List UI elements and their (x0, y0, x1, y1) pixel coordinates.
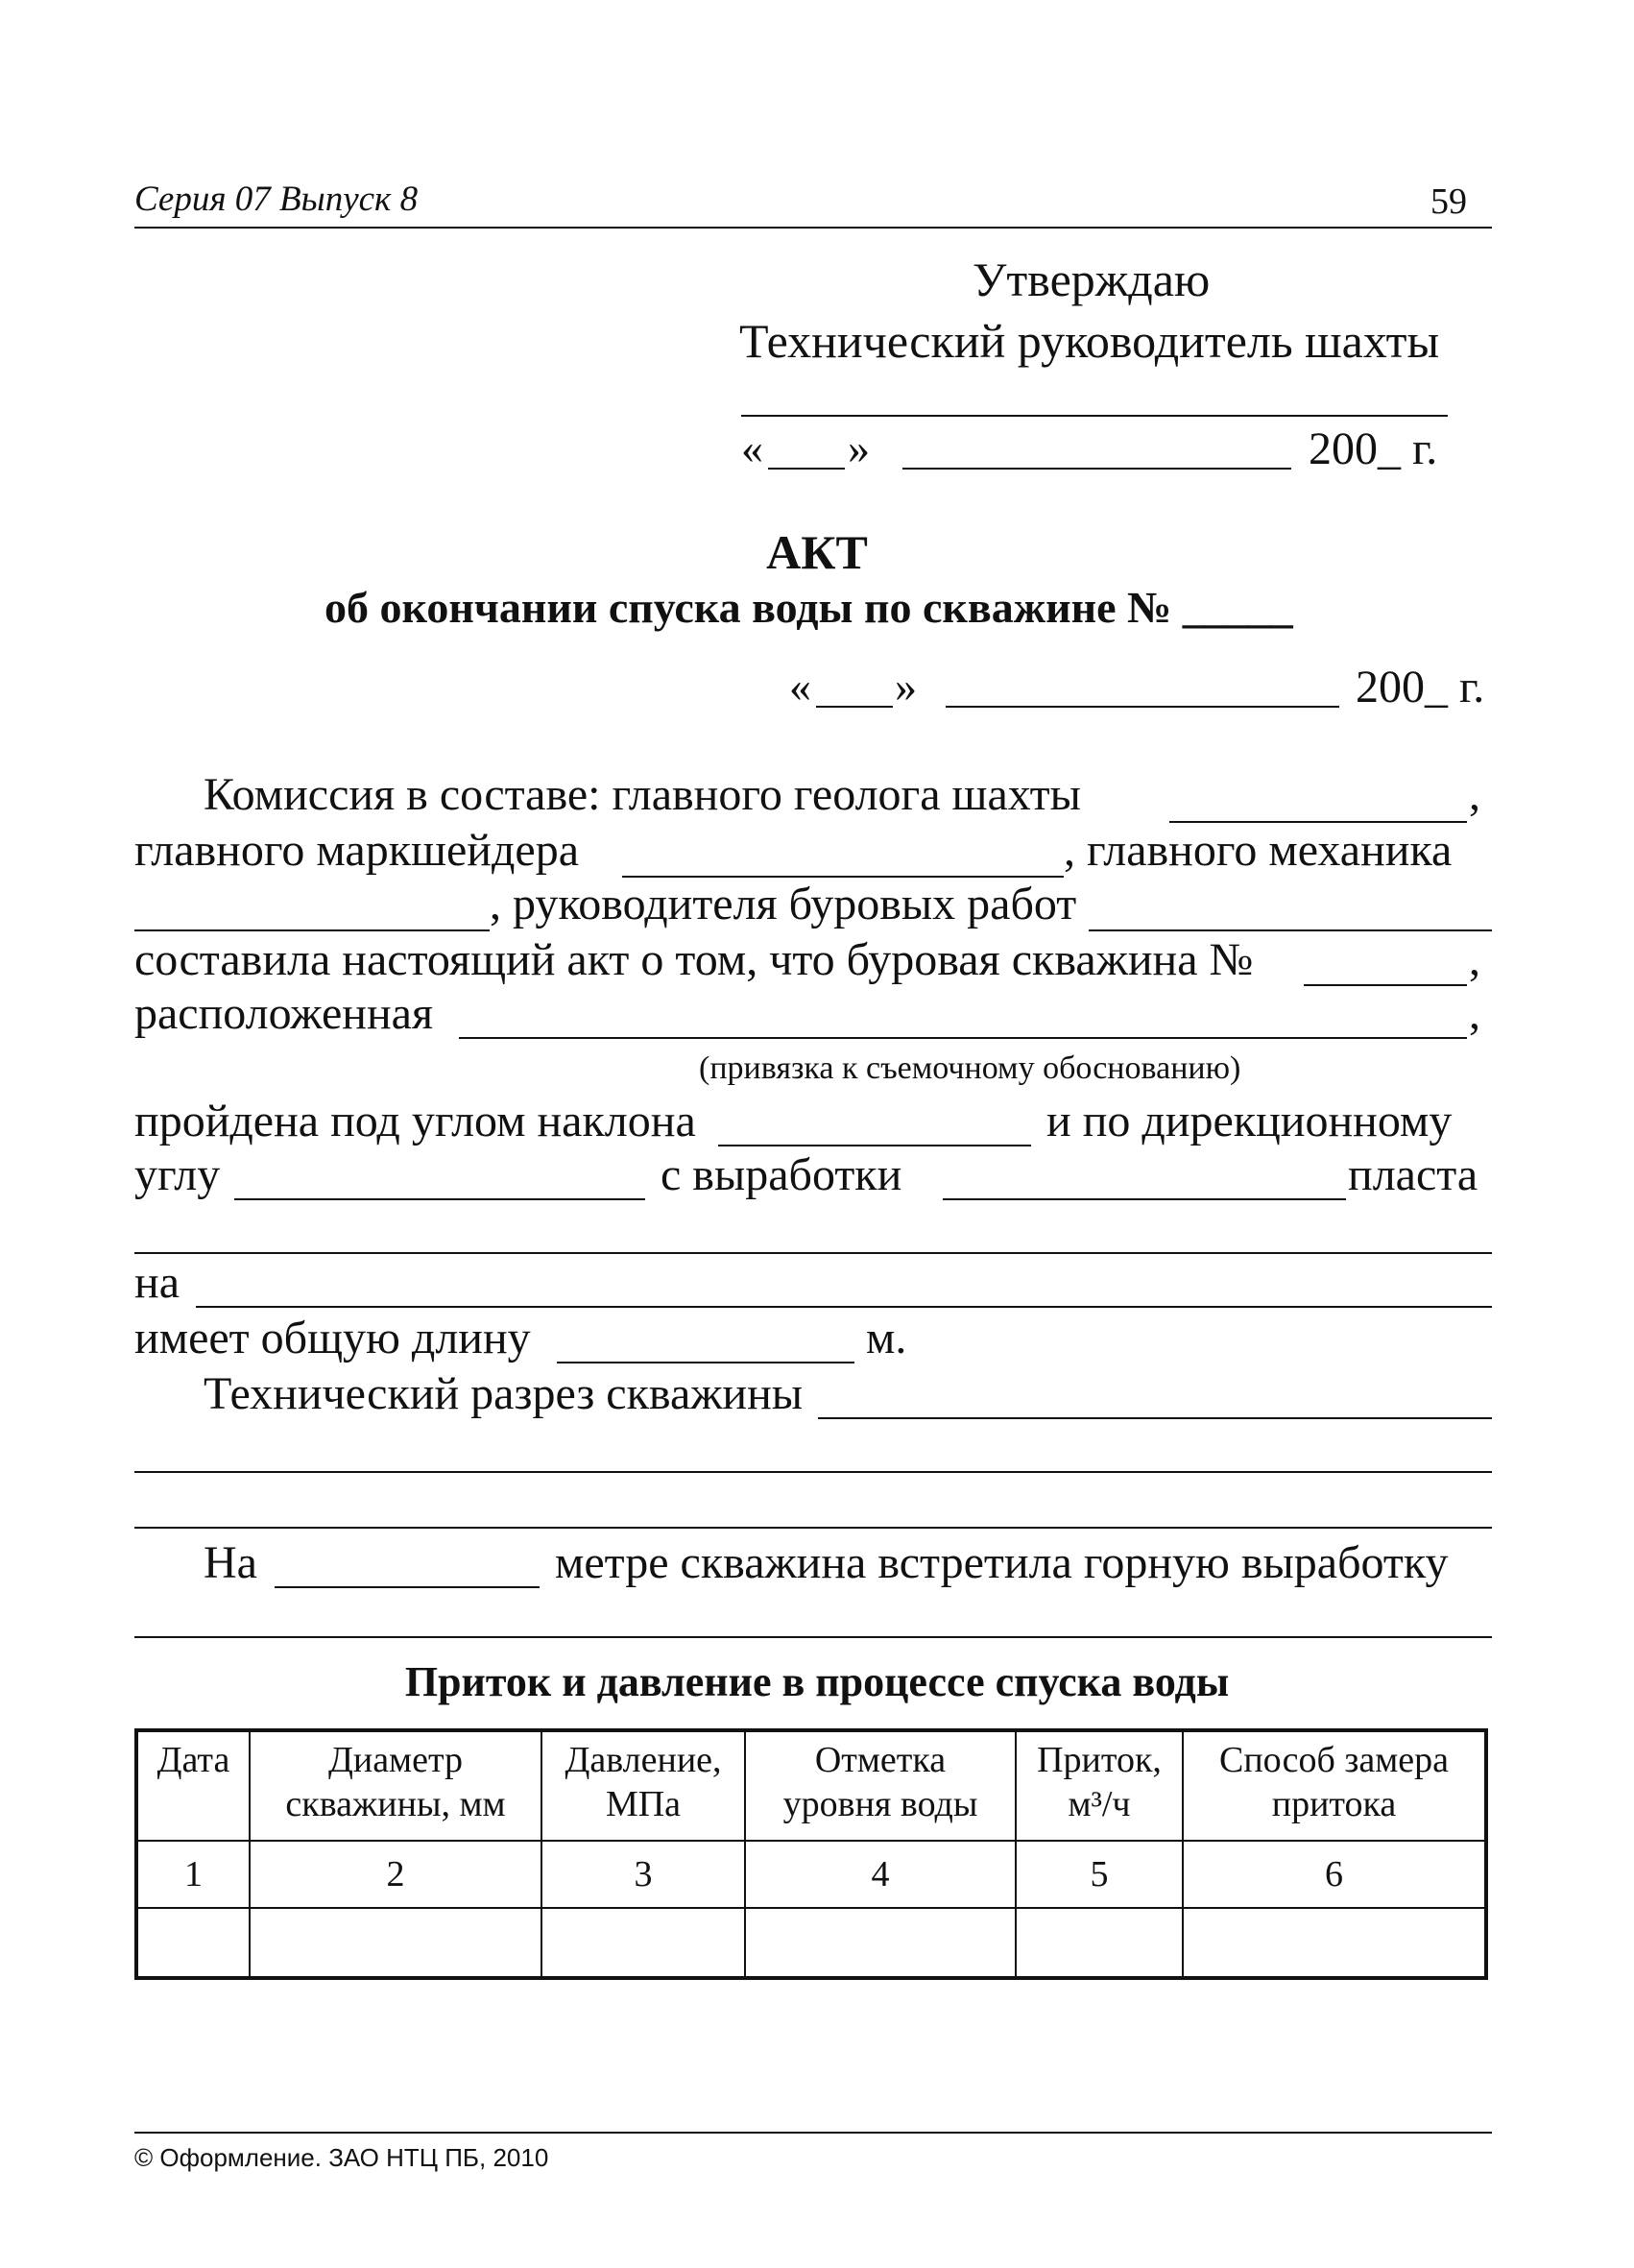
section-blank (818, 1417, 1492, 1419)
location-blank (459, 1037, 1467, 1039)
approval-day-blank (768, 468, 845, 470)
approval-month-blank (902, 468, 1291, 470)
table-title: Приток и давление в процессе спуска воды (404, 1658, 1230, 1705)
comma: , (1469, 769, 1480, 820)
act-title: АКТ (766, 525, 868, 579)
approval-position: Технический руководитель шахты (739, 314, 1440, 368)
section-blank-3 (134, 1527, 1492, 1529)
act-subtitle: об окончании спуска воды по скважине № _____ (324, 583, 1293, 632)
surveyor-label: главного маркшейдера (134, 825, 580, 876)
col-header-method: Способ замера притока (1183, 1730, 1486, 1841)
location-label: расположенная (134, 988, 434, 1039)
approval-quote-open: « (741, 423, 763, 472)
drilling-head-blank (1089, 929, 1492, 931)
act-statement: составила настоящий акт о том, что буровая скважина № (134, 934, 1254, 985)
header-rule (134, 227, 1492, 229)
meters-unit: м. (866, 1313, 907, 1363)
met-working-blank (134, 1636, 1492, 1638)
met-working-label: метре скважина встретила горную выработку (555, 1537, 1449, 1588)
table-cell (136, 1908, 250, 1978)
page-number: 59 (1430, 181, 1467, 222)
drilling-head-label: , руководителя буровых работ (490, 879, 1077, 929)
act-day-blank (816, 706, 893, 708)
col-header-pressure: Давление, МПа (541, 1730, 745, 1841)
inclination-blank (718, 1145, 1031, 1146)
length-blank (557, 1362, 854, 1363)
approval-quote-close: » (848, 423, 870, 472)
col-number: 1 (136, 1841, 250, 1908)
direction-label: и по дирекционному (1046, 1096, 1453, 1146)
col-header-date: Дата (136, 1730, 250, 1841)
angle-blank (234, 1198, 645, 1200)
act-month-blank (946, 706, 1339, 708)
col-header-diameter: Диаметр скважины, мм (250, 1730, 541, 1841)
act-year: 200_ г. (1356, 662, 1485, 712)
col-header-inflow: Приток, м³/ч (1016, 1730, 1183, 1841)
comma: , (1469, 988, 1480, 1039)
table-cell (250, 1908, 541, 1978)
series-label: Серия 07 Выпуск 8 (134, 180, 419, 219)
col-header-water-level: Отметка уровня воды (745, 1730, 1016, 1841)
table-cell (745, 1908, 1016, 1978)
table-number-row (136, 1841, 1486, 1908)
section-blank-2 (134, 1471, 1492, 1473)
commission-text: Комиссия в составе: главного геолога шахты (204, 769, 1081, 820)
on-blank (196, 1306, 1492, 1308)
footer-copyright: © Оформление. ЗАО НТЦ ПБ, 2010 (134, 2143, 549, 2172)
table-cell (541, 1908, 745, 1978)
act-quote-close: » (895, 662, 917, 711)
footer-rule (134, 2132, 1492, 2134)
col-number: 2 (250, 1841, 541, 1908)
comma: , (1469, 934, 1480, 985)
mechanic-blank (134, 929, 490, 931)
act-quote-open: « (789, 662, 811, 711)
location-caption: (привязка к съемочному обоснованию) (699, 1050, 1241, 1086)
seam-blank (134, 1252, 1492, 1254)
geologist-blank (1169, 821, 1467, 823)
approval-signature-line (741, 415, 1448, 417)
seam-label: пласта (1348, 1149, 1478, 1200)
approval-year: 200_ г. (1309, 423, 1438, 474)
working-blank (943, 1198, 1346, 1200)
table-cell (1016, 1908, 1183, 1978)
meter-label: На (204, 1537, 257, 1588)
mechanic-label: , главного механика (1064, 825, 1453, 876)
table-cell (1183, 1908, 1486, 1978)
col-number: 5 (1016, 1841, 1183, 1908)
inclination-label: пройдена под углом наклона (134, 1096, 696, 1146)
working-label: с выработки (661, 1149, 902, 1200)
length-label: имеет общую длину (134, 1313, 531, 1363)
on-label: на (134, 1257, 180, 1308)
inflow-pressure-table (134, 1728, 1488, 1980)
col-number: 4 (745, 1841, 1016, 1908)
table-row (136, 1908, 1486, 1978)
angle-label: углу (134, 1149, 221, 1200)
col-number: 6 (1183, 1841, 1486, 1908)
col-number: 3 (541, 1841, 745, 1908)
well-number-blank (1304, 984, 1467, 986)
section-label: Технический разрез скважины (204, 1368, 804, 1419)
meter-blank (275, 1586, 540, 1588)
approval-title: Утверждаю (973, 253, 1211, 306)
table-header-row (136, 1730, 1486, 1841)
